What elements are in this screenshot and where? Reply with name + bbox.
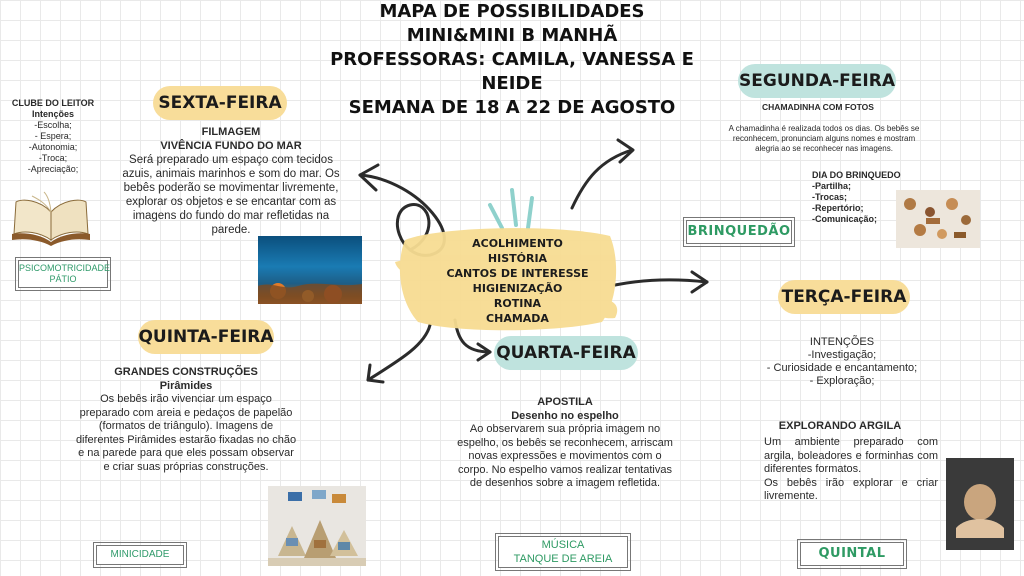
terca-intencoes: [742, 336, 942, 388]
brinquedo-item: -Trocas;: [812, 192, 848, 202]
brinquedo-item: -Partilha;: [812, 181, 852, 191]
day-label-terca: TERÇA-FEIRA: [778, 280, 910, 314]
brinquedo-item: -Comunicação;: [812, 214, 878, 224]
quarta-text: Ao observarem sua própria imagem no espelho, os bebês se reconhecem, arriscam novas expressões e movimentos com o corpo. No espelho vamos realizar tentativas de desenhos sobre a imagem refletida.: [457, 423, 673, 489]
quinta-section: [74, 366, 298, 474]
intencoes-item: -Investigação;: [807, 349, 877, 361]
sexta-text: Será preparado um espaço com tecidos azuis, animais marinhos e som do mar. Os bebês poderão se movimentar livremente, explorar os objetos e se encantar com as imagens do fundo do mar refletidas na parede.: [122, 154, 340, 236]
quarta-section: [452, 396, 678, 491]
clay-photo: [946, 458, 1014, 550]
center-item: HIGIENIZAÇÃO: [472, 282, 563, 295]
terca-heading: EXPLORANDO ARGILA: [778, 420, 902, 432]
stamp-brinquedao: BRINQUEDÃO: [686, 220, 792, 244]
center-item: ROTINA: [493, 297, 542, 310]
quinta-heading-2: Pirâmides: [159, 379, 213, 392]
brinquedo-title: DIA DO BRINQUEDO: [812, 170, 901, 180]
terca-text-1: Um ambiente preparado com argila, boleadores e forminhas com diferentes formatos.: [764, 436, 938, 475]
title-line-4: SEMANA DE 18 A 22 DE AGOSTO: [348, 97, 676, 118]
segunda-text: A chamadinha é realizada todos os dias. Os bebês se reconhecem, pronunciam alguns nomes e mostram alegria ao se reconhecer nas imagens.: [728, 124, 920, 153]
stamp-line: PSICOMOTRICIDADE: [19, 263, 111, 273]
segunda-heading: CHAMADINHA COM FOTOS: [762, 102, 874, 112]
open-book-icon: [10, 190, 92, 246]
sexta-heading-2: VIVÊNCIA FUNDO DO MAR: [160, 139, 302, 152]
clube-subtitle: Intenções: [31, 109, 74, 119]
intencoes-item: - Curiosidade e encantamento;: [766, 362, 918, 374]
intencoes-item: - Exploração;: [809, 375, 875, 387]
day-label-quarta: QUARTA-FEIRA: [494, 336, 638, 370]
stamp-psicomotricidade: [18, 260, 111, 288]
stamp-musica: [498, 536, 628, 568]
sea-photo: [258, 236, 362, 304]
center-routine-list: [430, 236, 605, 326]
day-label-segunda: SEGUNDA-FEIRA: [738, 64, 896, 98]
center-item: HISTÓRIA: [487, 252, 548, 265]
title-line-2: MINI&MINI B MANHÃ: [406, 25, 618, 46]
center-item: CANTOS DE INTERESSE: [446, 267, 589, 280]
clube-item: -Autonomia;: [28, 142, 78, 152]
stamp-quintal: QUINTAL: [800, 542, 904, 566]
title-line-3: PROFESSORAS: CAMILA, VANESSA E NEIDE: [330, 49, 694, 94]
sexta-heading-1: FILMAGEM: [201, 126, 261, 138]
clube-do-leitor: [8, 98, 98, 175]
clube-item: -Troca;: [38, 153, 68, 163]
pyramids-photo: [268, 486, 366, 566]
toys-photo: [896, 190, 980, 248]
arrow-terca: [615, 280, 707, 285]
stamp-minicidade: MINICIDADE: [96, 545, 184, 565]
sexta-section: [118, 126, 344, 237]
center-item: CHAMADA: [486, 312, 549, 325]
clube-item: -Escolha;: [34, 120, 72, 130]
clube-item: -Apreciação;: [27, 164, 79, 174]
stamp-line: PÁTIO: [49, 274, 77, 284]
intencoes-title: INTENÇÕES: [809, 336, 875, 348]
stamp-line: TANQUE DE AREIA: [513, 553, 613, 565]
arrow-quinta: [368, 325, 430, 380]
day-label-quinta: QUINTA-FEIRA: [138, 320, 274, 354]
center-item: ACOLHIMENTO: [472, 237, 563, 250]
terca-text-2: Os bebês irão explorar e criar livremente.: [764, 476, 938, 502]
brinquedo-item: -Repertório;: [812, 203, 864, 213]
accent-strokes: [490, 190, 532, 228]
quinta-text: Os bebês irão vivenciar um espaço preparado com areia e pedaços de papelão (formatos de triângulo). Imagens de diferentes Pirâmides estarão fixadas no chão e na parede para que eles possam observar e criar suas próprias construções.: [75, 393, 297, 473]
title-line-1: MAPA DE POSSIBILIDADES: [379, 1, 645, 22]
quarta-heading-1: APOSTILA: [537, 396, 593, 408]
clube-item: - Espera;: [34, 131, 72, 141]
day-label-sexta: SEXTA-FEIRA: [153, 86, 287, 120]
quarta-heading-2: Desenho no espelho: [511, 409, 619, 422]
quinta-heading-1: GRANDES CONSTRUÇÕES: [114, 366, 258, 378]
clube-title: CLUBE DO LEITOR: [11, 98, 95, 108]
terca-text: [764, 436, 938, 504]
stamp-line: MÚSICA: [541, 539, 585, 551]
